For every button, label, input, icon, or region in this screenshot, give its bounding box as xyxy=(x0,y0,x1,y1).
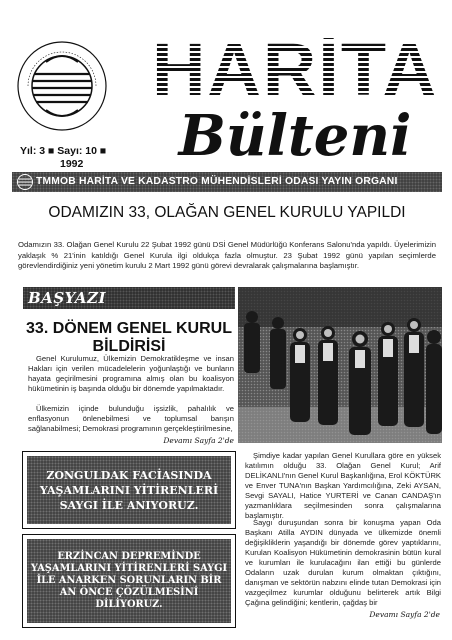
editorial-title: 33. DÖNEM GENEL KURUL BİLDİRİSİ xyxy=(26,320,232,355)
continued-note: Devamı Sayfa 2'de xyxy=(369,610,440,619)
globe-logo-icon xyxy=(16,40,108,132)
memorial-text: ZONGULDAK FACİASINDA YAŞAMLARINI YİTİRENLERİ SAYGI İLE ANIYORUZ. xyxy=(27,456,231,524)
continued-note: Devamı Sayfa 2'de xyxy=(163,436,234,445)
editorial-label: BAŞYAZI xyxy=(28,289,107,307)
org-banner-text: TMMOB HARİTA VE KADASTRO MÜHENDİSLERİ ODASI YAYIN ORGANI xyxy=(36,176,398,187)
headline: ODAMIZIN 33, OLAĞAN GENEL KURULU YAPILDI xyxy=(48,204,406,221)
report-paragraph: Saygı duruşundan sonra bir konuşma yapan Oda Başkanı Atilla AYDIN dünyada ve ülkemizde önemli değişikliklerin yaşandığı bir dönemde görev yaptıklarını, Kurulan Koalisyon Hükümetinin demokrasinin bütün kural ve kurumları ile kurulacağını ilan ettiği bu günlerde Odaların uzak durulan kurum olmaktan çıktığını, danışman ve sektörün nabzını elinde tutan Demokrasi için vazgeçilmez kurumlar olduğunu belirterek artık Bilgi Çağına gelindiğini; kentlerin, çağdaş bir xyxy=(245,518,441,607)
editorial-paragraph: Ülkemizin içinde bulunduğu işsizlik, pahalılık ve enflasyonun önlenebilmesi ve toplumsal barışın sağlanabilmesi; Demokrasi programının gerçekleştirilmesine, xyxy=(28,404,234,433)
editorial-paragraph: Genel Kurulumuz, Ülkemizin Demokratikleşme ve insan Hakları için verilen mücadelelerin yoğunlaştığı ve bunların hayata geçirilmesini programına almış olan bu koalisyon hükümetinin iş başında olduğu bir dönemde yapılmaktadır. xyxy=(28,354,234,393)
memorial-text: ERZİNCAN DEPREMİNDE YAŞAMLARINI YİTİRENLERİ SAYGI İLE ANARKEN SORUNLARIN BİR AN ÖNCE ÇÖZÜLMESİNİ DİLİYORUZ. xyxy=(27,539,231,623)
issue-line: Yıl: 3 ■ Sayı: 10 ■ xyxy=(20,145,107,157)
masthead-subtitle: Bülteni xyxy=(178,103,412,169)
memorial-box-erzincan xyxy=(22,534,236,628)
intro-paragraph: Odamızın 33. Olağan Genel Kurulu 22 Şubat 1992 günü DSİ Genel Müdürlüğü Konferans Salonu'nda yapıldı. Üyelerimizin yaklaşık % 21'inin katıldığı Genel Kurula ilgi oldukça fazla olmuştur. 23 Şubat 1992 günü yapılan seçimlerde görevlendirdiğiniz yeni yönetim kurulu 2 Mart 1992 günü görevi devralarak çalışmalarına başlamıştır. xyxy=(18,240,436,270)
memorial-box-zonguldak xyxy=(22,451,236,529)
report-paragraph: Şimdiye kadar yapılan Genel Kurullara göre en yüksek katılımın olduğu 33. Olağan Genel Kurul; Arif DELİKANLI'nın Genel Kurul Başkanlığına, Erol KÖKTÜRK ve Enver TUNA'nın Başkan Yardımcılığına, Zeki AYSAN, Sevgi SAYALI, Hatice YURTERİ ve Canan CANDAŞ'ın yazmanlıklara seçilmesinden sonra çalışmalarına başlamıştır. xyxy=(245,451,441,520)
issue-year: 1992 xyxy=(60,158,84,170)
general-assembly-photo xyxy=(238,287,442,443)
banner-globe-icon xyxy=(16,173,34,191)
masthead-title: HARİTA xyxy=(151,28,439,111)
